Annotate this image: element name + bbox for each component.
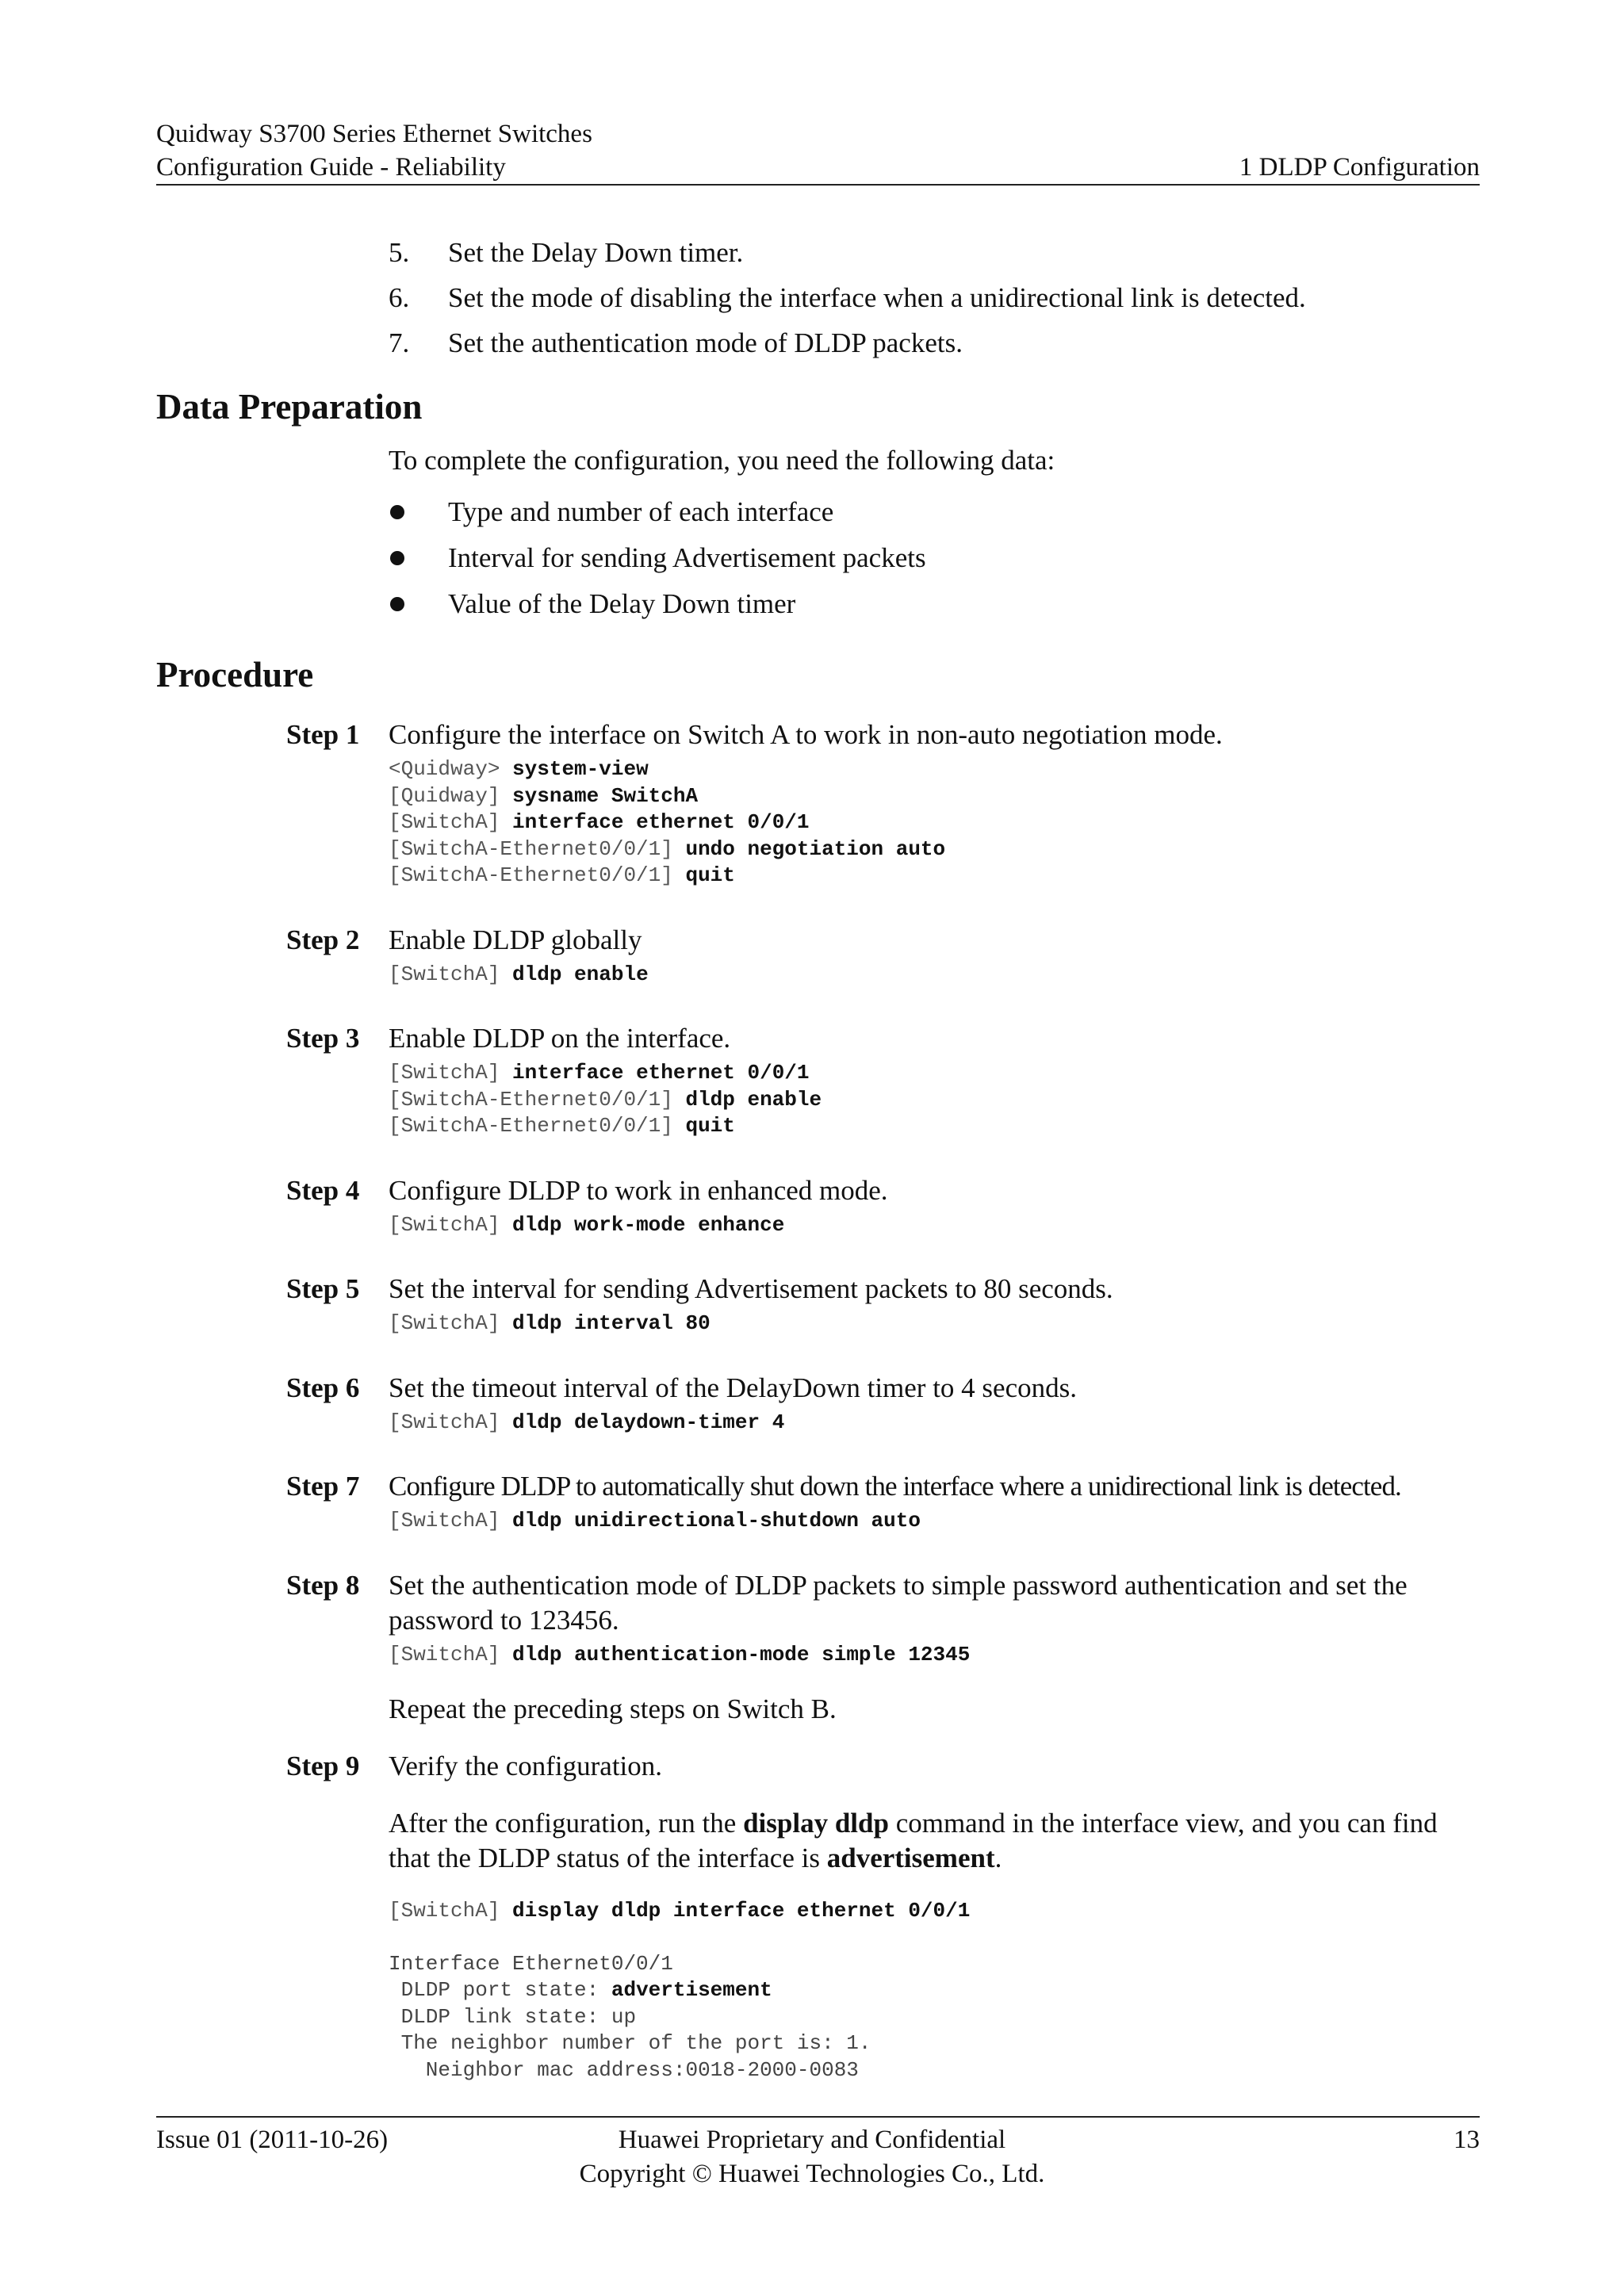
- cli-prompt: [SwitchA]: [389, 810, 500, 834]
- cli-command: interface ethernet 0/0/1: [512, 1061, 810, 1085]
- step-4: [0, 1173, 1624, 1239]
- cli-command: sysname SwitchA: [512, 783, 699, 808]
- step-label: Step 6: [286, 1372, 360, 1403]
- step-label: Step 2: [286, 924, 360, 955]
- code-block: [0, 1212, 1624, 1239]
- list-text: Set the Delay Down timer.: [448, 237, 744, 268]
- cli-command: system-view: [512, 757, 649, 781]
- code-line: [389, 836, 1624, 863]
- cli-command: dldp enable: [512, 962, 649, 986]
- code-block: [0, 1060, 1624, 1140]
- output-line: DLDP link state: up: [389, 2004, 637, 2029]
- step-5: [0, 1272, 1624, 1337]
- bullet-dot: [390, 551, 404, 565]
- code-line: [389, 962, 1624, 989]
- output-label: DLDP port state:: [389, 1978, 611, 2002]
- step-note: Repeat the preceding steps on Switch B.: [389, 1693, 837, 1724]
- code-line: [389, 1212, 1624, 1239]
- list-item: [0, 320, 1624, 365]
- code-line: [389, 1898, 1624, 1925]
- code-block: [0, 962, 1624, 989]
- code-line: [389, 1311, 1624, 1337]
- code-block: [0, 756, 1624, 890]
- cli-prompt: [Quidway]: [389, 783, 500, 808]
- command-output: [0, 1951, 1624, 2084]
- cli-command: dldp interval 80: [512, 1311, 710, 1335]
- cli-command: dldp delaydown-timer 4: [512, 1410, 785, 1434]
- list-text: Set the authentication mode of DLDP packets.: [448, 327, 963, 358]
- cli-prompt: [SwitchA]: [389, 1642, 500, 1667]
- cli-command: dldp enable: [685, 1087, 822, 1112]
- list-number: 6.: [389, 282, 410, 313]
- footer-center: [0, 2123, 1624, 2191]
- step-label: Step 8: [286, 1569, 360, 1601]
- bullet-item: [0, 489, 1624, 535]
- verify-state: advertisement: [826, 1843, 995, 1873]
- cli-prompt: [SwitchA-Ethernet0/0/1]: [389, 863, 673, 887]
- cli-prompt: [SwitchA]: [389, 1212, 500, 1237]
- section-heading-procedure: Procedure: [156, 655, 314, 695]
- verify-text: After the configuration, run the: [389, 1808, 744, 1839]
- code-line: [389, 1508, 1624, 1535]
- page-content: [0, 230, 1624, 2084]
- step-1: [0, 718, 1624, 890]
- list-text: Set the mode of disabling the interface when a unidirectional link is detected.: [448, 282, 1306, 313]
- cli-command: undo negotiation auto: [685, 836, 946, 861]
- header-rule: [156, 184, 1480, 186]
- footer-rule: [156, 2116, 1480, 2118]
- code-block: [0, 1508, 1624, 1535]
- footer-copyright: Copyright © Huawei Technologies Co., Ltd.: [579, 2160, 1045, 2188]
- step-3: [0, 1021, 1624, 1140]
- cli-prompt: [SwitchA-Ethernet0/0/1]: [389, 1114, 673, 1138]
- bullet-item: [0, 535, 1624, 581]
- cli-prompt: [SwitchA-Ethernet0/0/1]: [389, 836, 673, 861]
- footer-confidential: Huawei Proprietary and Confidential: [618, 2126, 1006, 2154]
- step-description: Enable DLDP on the interface.: [389, 1023, 731, 1054]
- code-line: [389, 1113, 1624, 1140]
- header-guide: Configuration Guide - Reliability: [156, 153, 506, 182]
- cli-command: dldp work-mode enhance: [512, 1212, 785, 1237]
- output-line: The neighbor number of the port is: 1.: [389, 2031, 871, 2055]
- code-block: [0, 1898, 1624, 1925]
- cli-command: dldp authentication-mode simple 12345: [512, 1642, 971, 1667]
- bullet-dot: [390, 597, 404, 611]
- step-2: [0, 923, 1624, 989]
- code-line: [389, 756, 1624, 783]
- footer-page-number: 13: [1454, 2126, 1480, 2154]
- step-label: Step 9: [286, 1751, 360, 1781]
- code-line: [389, 1642, 1624, 1669]
- footer-issue: Issue 01 (2011-10-26): [156, 2126, 389, 2154]
- code-line: [389, 863, 1624, 890]
- step-description: Configure the interface on Switch A to work in non-auto negotiation mode.: [389, 719, 1223, 750]
- bullet-text: Type and number of each interface: [448, 496, 834, 527]
- step-description: Set the interval for sending Advertisement packets to 80 seconds.: [389, 1273, 1113, 1304]
- list-item: [0, 230, 1624, 275]
- code-block: [0, 1410, 1624, 1437]
- cli-prompt: [SwitchA]: [389, 1410, 500, 1434]
- step-description: Configure DLDP to automatically shut down the interface where a unidirectional link is detected.: [389, 1471, 1401, 1502]
- bullet-text: Interval for sending Advertisement packets: [448, 542, 926, 573]
- list-number: 5.: [389, 237, 410, 268]
- bullet-dot: [390, 505, 404, 519]
- cli-command: quit: [685, 1114, 735, 1138]
- code-block: [0, 1311, 1624, 1337]
- bullet-item: [0, 581, 1624, 627]
- verify-paragraph: [0, 1806, 1624, 1876]
- cli-command: quit: [685, 863, 735, 887]
- output-line: Neighbor mac address:0018-2000-0083: [389, 2057, 859, 2082]
- cli-prompt: [SwitchA]: [389, 1509, 500, 1533]
- step-description: Enable DLDP globally: [389, 924, 642, 955]
- verify-text: .: [994, 1843, 1002, 1873]
- output-line: [389, 1977, 1624, 2004]
- step-label: Step 7: [286, 1471, 360, 1502]
- cli-prompt: [SwitchA]: [389, 1061, 500, 1085]
- step-description: Verify the configuration.: [389, 1751, 663, 1781]
- step-7: [0, 1469, 1624, 1535]
- bullet-text: Value of the Delay Down timer: [448, 588, 796, 619]
- section-heading-data-preparation: Data Preparation: [156, 387, 423, 427]
- data-prep-lead: To complete the configuration, you need the following data:: [389, 445, 1055, 476]
- step-label: Step 5: [286, 1273, 360, 1304]
- step-label: Step 1: [286, 719, 360, 750]
- output-value: advertisement: [611, 1978, 772, 2002]
- code-line: [389, 809, 1624, 836]
- step-label: Step 3: [286, 1023, 360, 1054]
- cli-prompt: [SwitchA]: [389, 1311, 500, 1335]
- step-9: [0, 1749, 1624, 2084]
- step-label: Step 4: [286, 1174, 360, 1206]
- output-line: Interface Ethernet0/0/1: [389, 1951, 673, 1976]
- page-header: [156, 117, 1480, 184]
- step-description: Configure DLDP to work in enhanced mode.: [389, 1174, 888, 1206]
- cli-prompt: [SwitchA-Ethernet0/0/1]: [389, 1087, 673, 1112]
- code-line: [389, 1087, 1624, 1114]
- list-item: [0, 275, 1624, 320]
- code-line: [389, 783, 1624, 810]
- cli-prompt: <Quidway>: [389, 757, 500, 781]
- code-line: [389, 1060, 1624, 1087]
- verify-command: display dldp: [743, 1808, 889, 1839]
- code-block: [0, 1642, 1624, 1669]
- cli-prompt: [SwitchA]: [389, 1899, 500, 1923]
- step-8: [0, 1568, 1624, 1728]
- verify-text: command in the interface view, and you can find that the DLDP status of the interface is: [389, 1808, 1438, 1873]
- cli-command: dldp unidirectional-shutdown auto: [512, 1509, 921, 1533]
- cli-command: interface ethernet 0/0/1: [512, 810, 810, 834]
- cli-command: display dldp interface ethernet 0/0/1: [512, 1899, 971, 1923]
- list-number: 7.: [389, 327, 410, 358]
- step-description: Set the authentication mode of DLDP packets to simple password authentication and set the password to 123456.: [389, 1569, 1408, 1636]
- step-6: [0, 1371, 1624, 1437]
- header-chapter: 1 DLDP Configuration: [1239, 153, 1480, 182]
- step-description: Set the timeout interval of the DelayDown timer to 4 seconds.: [389, 1372, 1077, 1403]
- code-line: [389, 1410, 1624, 1437]
- cli-prompt: [SwitchA]: [389, 962, 500, 986]
- header-product: Quidway S3700 Series Ethernet Switches: [156, 120, 592, 148]
